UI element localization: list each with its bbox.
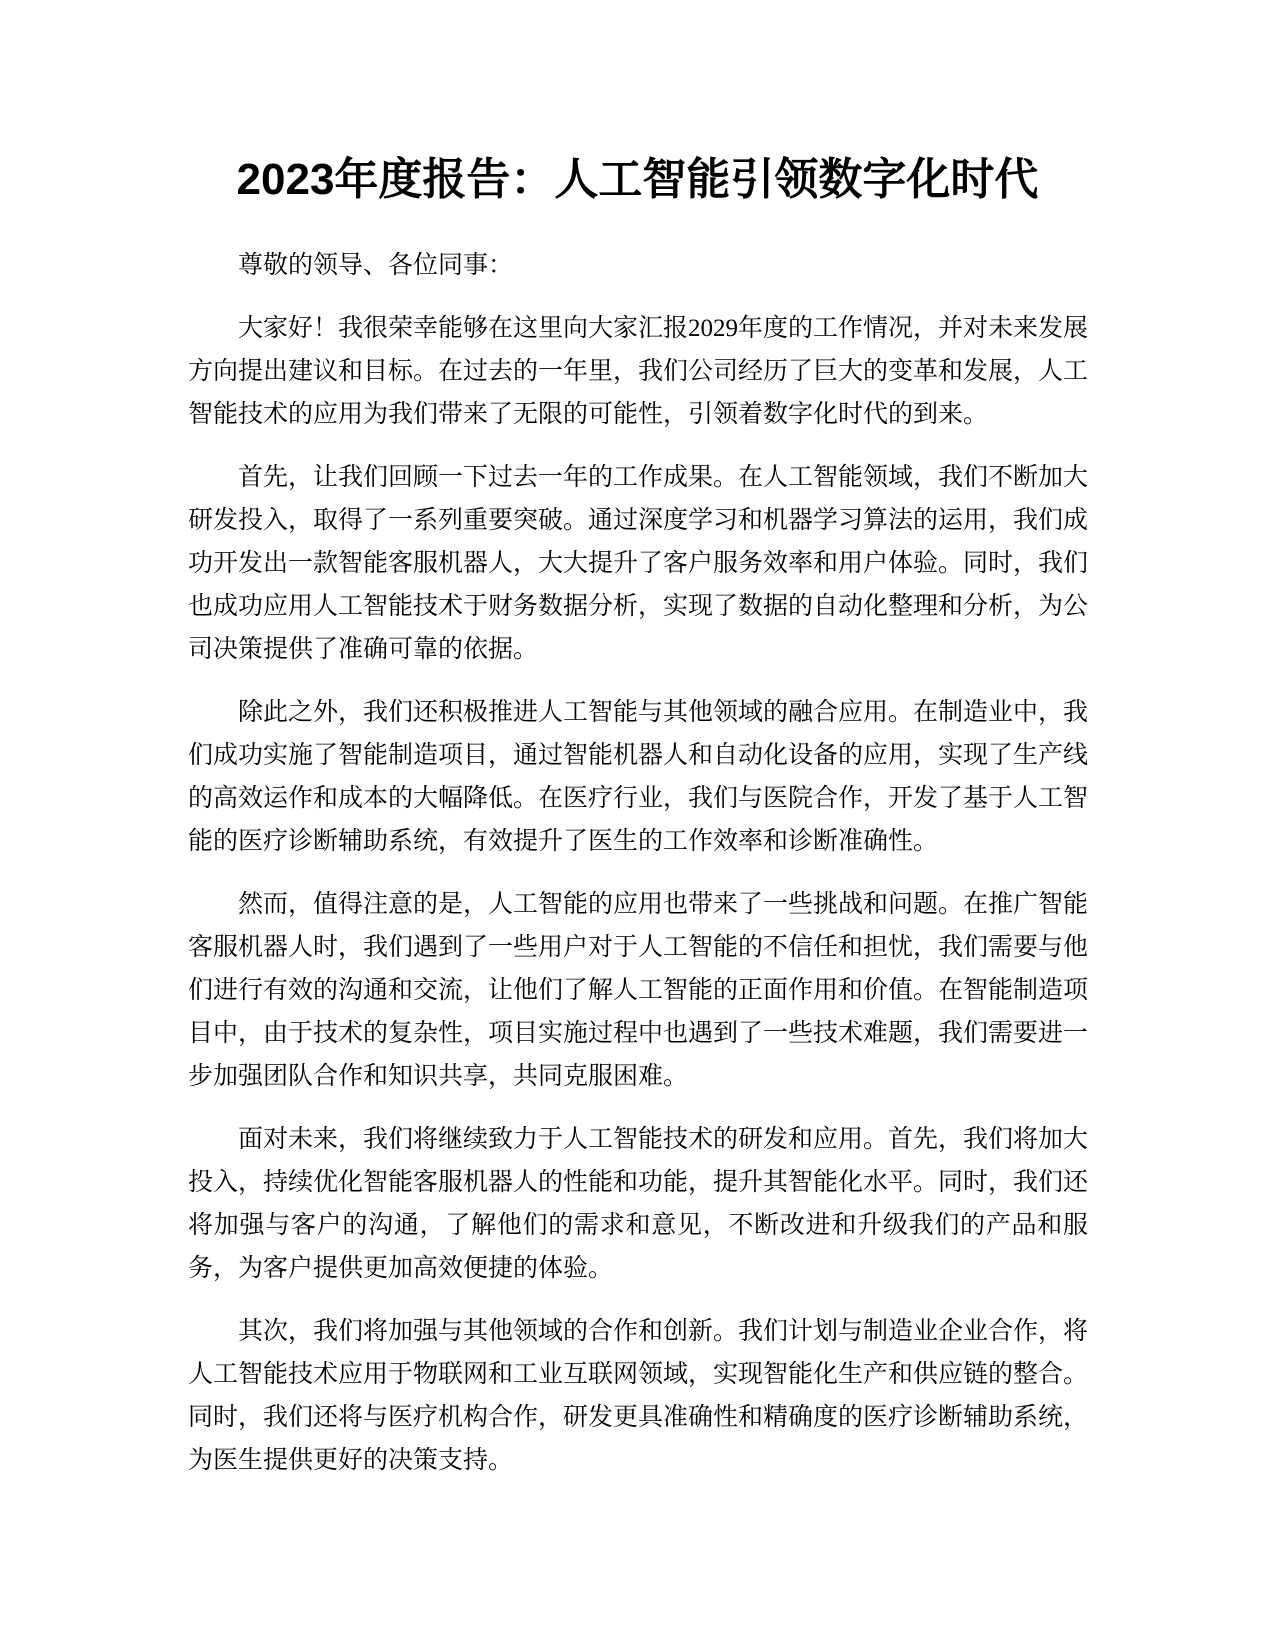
salutation: 尊敬的领导、各位同事： — [238, 252, 514, 279]
paragraph: 首先，让我们回顾一下过去一年的工作成果。在人工智能领域，我们不断加大研发投入，取得了一系列重要突破。通过深度学习和机器学习算法的运用，我们成功开发出一款智能客服机器人，大大提升了客户服务效率和用户体验。同时，我们也成功应用人工智能技术于财务数据分析，实现了数据的自动化整理和分析，为公司决策提供了准确可靠的依据。 — [188, 464, 1089, 663]
paragraph: 大家好！我很荣幸能够在这里向大家汇报2029年度的工作情况，并对未来发展方向提出建议和目标。在过去的一年里，我们公司经历了巨大的变革和发展，人工智能技术的应用为我们带来了无限的可能性，引领着数字化时代的到来。 — [188, 315, 1089, 428]
paragraph: 其次，我们将加强与其他领域的合作和创新。我们计划与制造业企业合作，将人工智能技术应用于物联网和工业互联网领域，实现智能化生产和供应链的整合。同时，我们还将与医疗机构合作，研发更具准确性和精确度的医疗诊断辅助系统，为医生提供更好的决策支持。 — [188, 1318, 1089, 1474]
paragraph: 面对未来，我们将继续致力于人工智能技术的研发和应用。首先，我们将加大投入，持续优化智能客服机器人的性能和功能，提升其智能化水平。同时，我们还将加强与客户的沟通，了解他们的需求和意见，不断改进和升级我们的产品和服务，为客户提供更加高效便捷的体验。 — [188, 1126, 1089, 1282]
document-body — [188, 244, 1088, 1502]
paragraph: 除此之外，我们还积极推进人工智能与其他领域的融合应用。在制造业中，我们成功实施了智能制造项目，通过智能机器人和自动化设备的应用，实现了生产线的高效运作和成本的大幅降低。在医疗行业，我们与医院合作，开发了基于人工智能的医疗诊断辅助系统，有效提升了医生的工作效率和诊断准确性。 — [188, 699, 1089, 855]
page-title: 2023年度报告：人工智能引领数字化时代 — [236, 155, 1039, 204]
paragraph: 然而，值得注意的是，人工智能的应用也带来了一些挑战和问题。在推广智能客服机器人时，我们遇到了一些用户对于人工智能的不信任和担忧，我们需要与他们进行有效的沟通和交流，让他们了解人工智能的正面作用和价值。在智能制造项目中，由于技术的复杂性，项目实施过程中也遇到了一些技术难题，我们需要进一步加强团队合作和知识共享，共同克服困难。 — [188, 891, 1089, 1090]
